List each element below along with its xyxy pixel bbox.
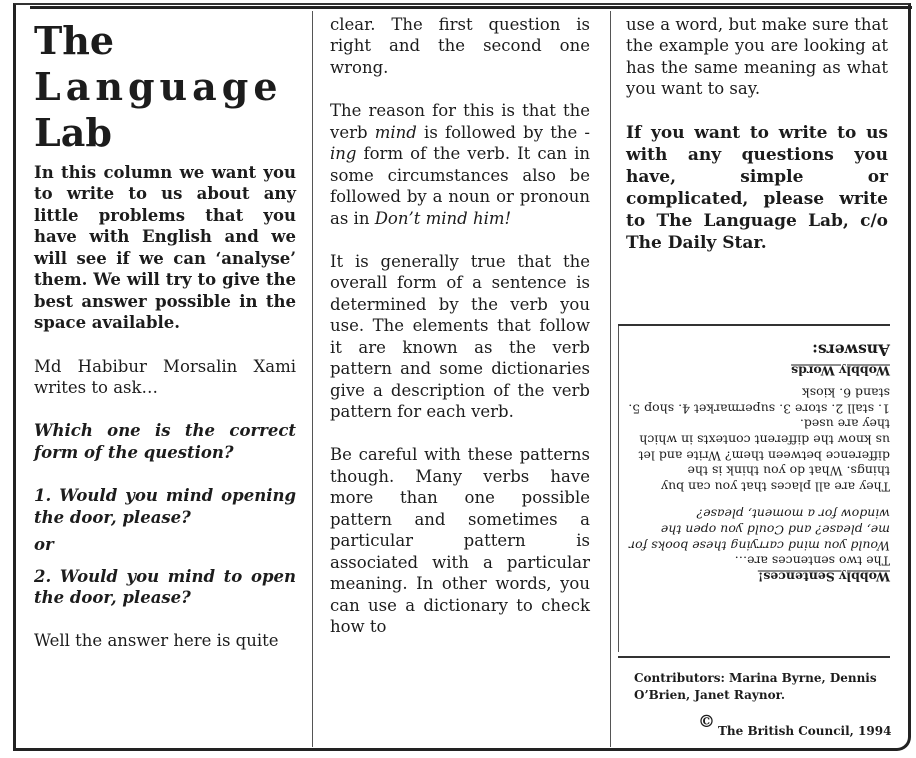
copyright-text: The British Council, 1994 [718,724,892,738]
column-3-start: use a word, but make sure that the example you are looking at has the same meaning as what you want to say. [626,15,888,99]
box-divider [618,326,619,652]
sentences-intro: The two sentences are… [734,553,890,569]
column-divider [610,11,611,747]
answer-start: clear. The first question is right and the second one wrong. [330,15,590,77]
upside-down-answers [628,340,890,585]
question-text: Which one is the correct form of the question? [34,421,296,462]
column-1 [34,14,296,652]
asker-text: Md Habibur Morsalin Xami writes to ask… [34,356,296,397]
box-top-rule [618,324,890,326]
careful-paragraph: Be careful with these patterns though. Many verbs have more than one possible pattern and sometimes a particular pattern is associated with a particular meaning. In other words, you can use a dictionary to check how to [330,445,590,636]
column-divider [312,11,313,747]
column-1-end: Well the answer here is quite [34,631,279,651]
box-bottom-rule [618,656,890,658]
write-to-us: If you want to write to us with any questions you have, simple or complicated, please write to The Language Lab, c/o The Daily Star. [626,122,888,254]
option-2: 2. Would you mind to open the door, please? [34,566,296,607]
option-1: 1. Would you mind opening the door, please? [34,486,296,527]
or-text: or [34,535,54,555]
sentences-text: Would you mind carrying these books for me, please? and Could you open the window for a moment, please? [629,507,890,554]
contributors: Contributors: Marina Byrne, Dennis O’Brien, Janet Raynor. [634,671,877,702]
page-title: The Language Lab [34,18,283,155]
column-3 [626,14,888,254]
intro-text: In this column we want you to write to us about any little problems that you have with English and we will see if we can ‘analyse’ them. We will try to give the best answer possible in the space available. [34,163,296,333]
answers-heading: Answers: [812,340,890,360]
sentences-heading: Wobbly Sentences! [757,569,890,585]
words-list: 1. stall 2. store 3. supermarket 4. shop 5. stand 6. kiosk [628,385,890,417]
words-heading: Wobbly Words [791,364,890,379]
column-2 [330,14,590,637]
general-paragraph: It is generally true that the overall form of a sentence is determined by the verb you use. The elements that follow it are known as the verb pattern and some dictionaries give a description of the verb pattern for each verb. [330,251,590,421]
sentences-task: They are all places that you can buy things. What do you think is the difference between them? Write and let us know the different contexts in which they are used. [638,416,890,495]
copyright-symbol: © [698,712,715,732]
reason-paragraph: The reason for this is that the verb mind is followed by the -ing form of the verb. It can in some circumstances also be followed by a noun or pronoun as in Don’t mind him! [330,101,591,228]
